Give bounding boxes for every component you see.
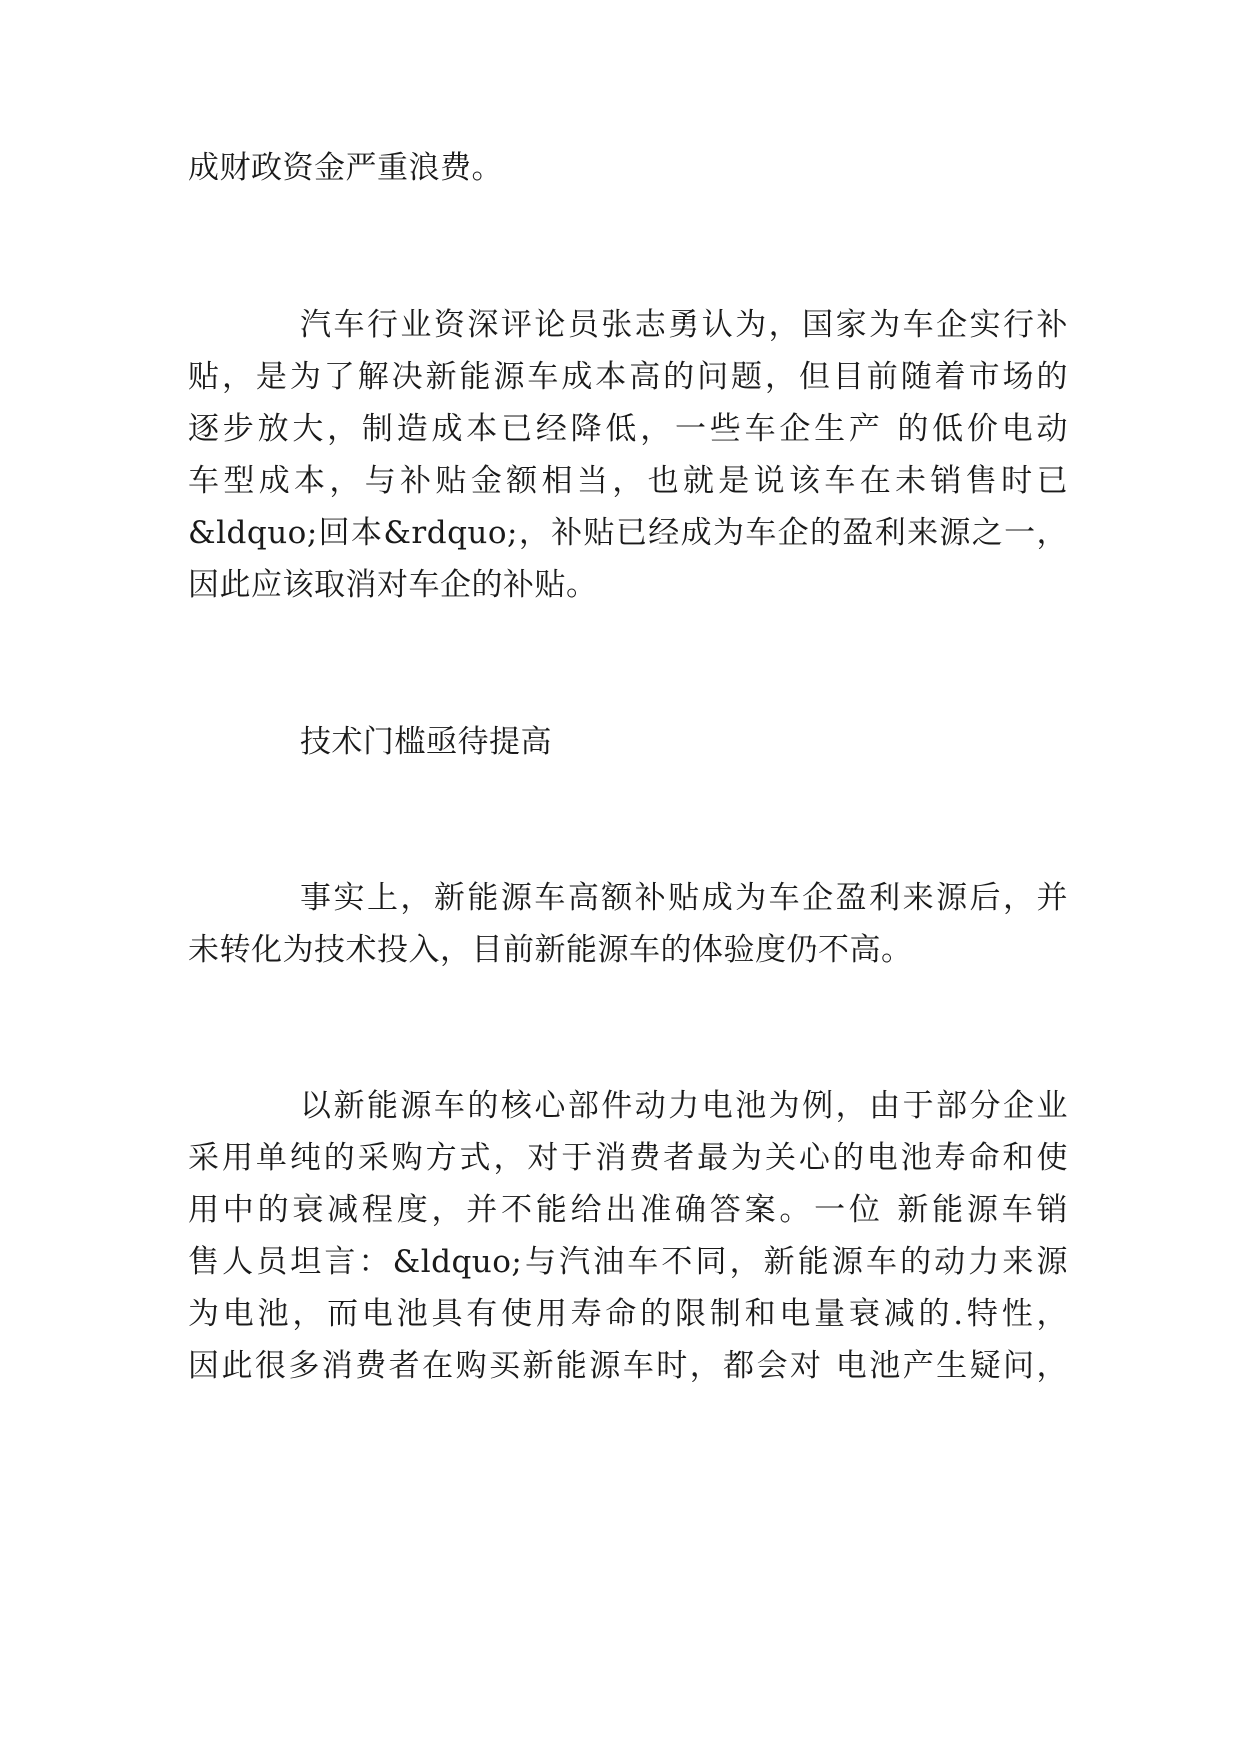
section-heading: 技术门槛亟待提高 [300,724,552,760]
paragraph-3-line-2: 未转化为技术投入，目前新能源车的体验度仍不高。 [188,932,913,968]
paragraph-4-line-1: 以新能源车的核心部件动力电池为例，由于部分企业 [300,1088,1068,1124]
paragraph-4-line-2: 采用单纯的采购方式，对于消费者最为关心的电池寿命和使 [188,1140,1068,1176]
paragraph-4-line-5: 为电池，而电池具有使用寿命的限制和电量衰减的.特性， [188,1296,1068,1332]
paragraph-2-line-5: &ldquo;回本&rdquo;，补贴已经成为车企的盈利来源之一， [188,515,1068,551]
paragraph-4-line-4: 售人员坦言：&ldquo;与汽油车不同，新能源车的动力来源 [188,1244,1068,1280]
paragraph-3-line-1: 事实上，新能源车高额补贴成为车企盈利来源后，并 [300,880,1068,916]
paragraph-2-line-6: 因此应该取消对车企的补贴。 [188,567,598,603]
paragraph-2-line-4: 车型成本，与补贴金额相当，也就是说该车在未销售时已 [188,463,1068,499]
paragraph-2-line-2: 贴，是为了解决新能源车成本高的问题，但目前随着市场的 [188,359,1068,395]
paragraph-2-line-3: 逐步放大，制造成本已经降低，一些车企生产 的低价电动 [188,411,1068,447]
paragraph-4-line-6: 因此很多消费者在购买新能源车时，都会对 电池产生疑问， [188,1348,1068,1384]
paragraph-1-line-1: 成财政资金严重浪费。 [188,150,503,186]
paragraph-2-line-1: 汽车行业资深评论员张志勇认为，国家为车企实行补 [300,307,1068,343]
paragraph-4-line-3: 用中的衰减程度，并不能给出准确答案。一位 新能源车销 [188,1192,1068,1228]
